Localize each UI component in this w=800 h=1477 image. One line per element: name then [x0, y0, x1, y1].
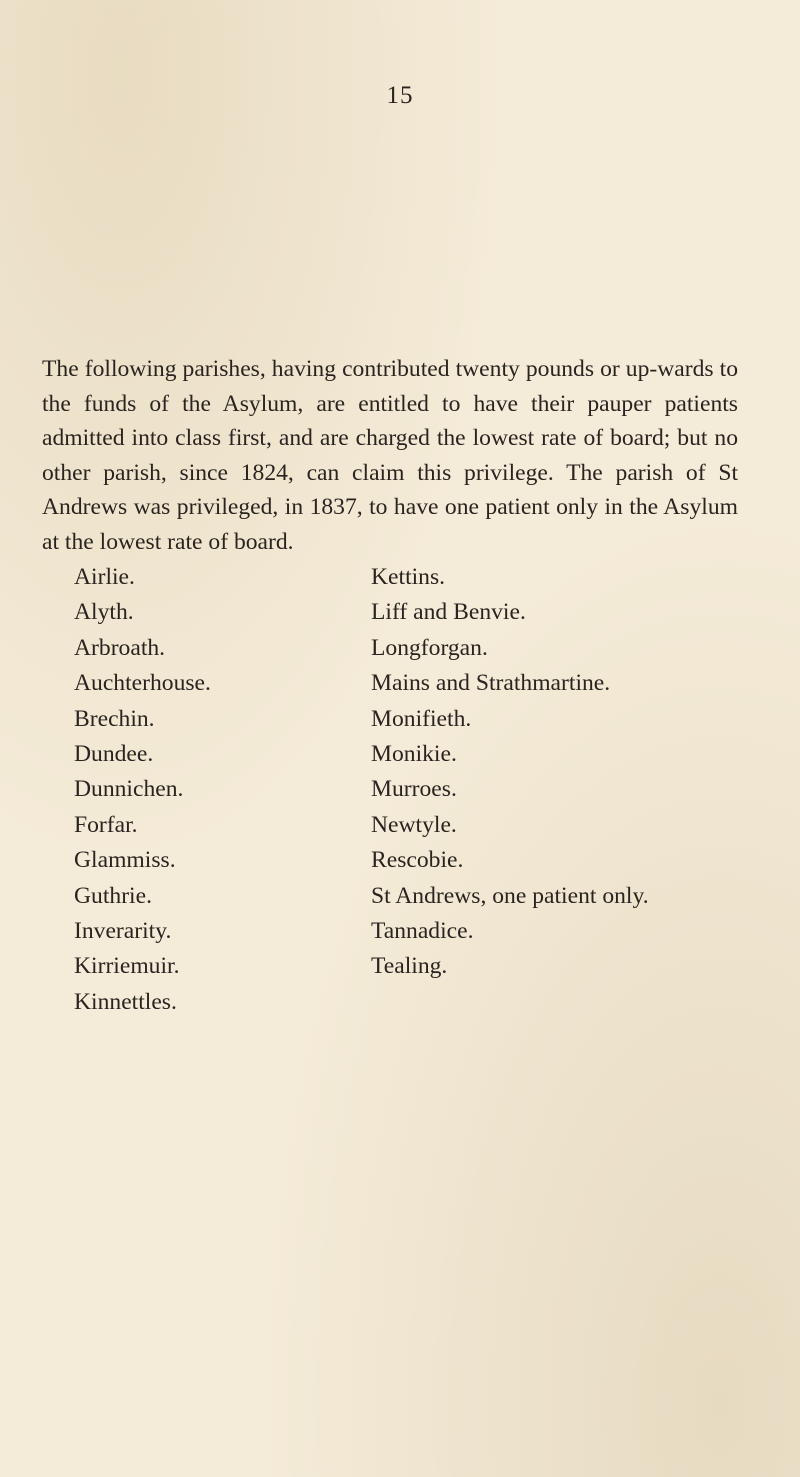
- parish-list-left: [74, 560, 211, 1020]
- list-item: Murroes.: [371, 776, 457, 803]
- parish-list-right: [371, 560, 649, 985]
- list-item: Rescobie.: [371, 847, 464, 874]
- list-item: Alyth.: [74, 599, 134, 626]
- list-item: Monikie.: [371, 741, 457, 768]
- list-item: Monifieth.: [371, 705, 472, 732]
- intro-paragraph: The following parishes, having contributed twenty pounds or up-wards to the funds of the Asylum, are entitled to have their pauper patients admitted into class first, and are charged the lowest rate of board; but no other parish, since 1824, can claim this privilege. The parish of St Andrews was privileged, in 1837, to have one patient only in the Asylum at the lowest rate of board.: [42, 356, 738, 555]
- list-item: Arbroath.: [74, 634, 166, 661]
- list-item: Forfar.: [74, 811, 138, 838]
- list-item: Inverarity.: [74, 918, 172, 945]
- list-item: Glammiss.: [74, 847, 176, 874]
- list-item: Airlie.: [74, 564, 135, 590]
- list-item: Guthrie.: [74, 882, 152, 909]
- list-item: Tealing.: [371, 953, 448, 980]
- list-item: St Andrews, one patient only.: [371, 882, 649, 909]
- list-item: Tannadice.: [371, 918, 474, 945]
- list-item: Brechin.: [74, 705, 155, 732]
- list-item: Kettins.: [371, 564, 446, 590]
- list-item: Newtyle.: [371, 811, 457, 838]
- page-number: 15: [386, 82, 414, 109]
- list-item: Kirriemuir.: [74, 953, 180, 980]
- list-item: Mains and Strathmartine.: [371, 670, 611, 697]
- list-item: Liff and Benvie.: [371, 599, 526, 626]
- list-item: Dunnichen.: [74, 776, 184, 803]
- list-item: Auchterhouse.: [74, 670, 211, 697]
- list-item: Kinnettles.: [74, 988, 177, 1015]
- list-item: Longforgan.: [371, 634, 488, 661]
- list-item: Dundee.: [74, 741, 154, 768]
